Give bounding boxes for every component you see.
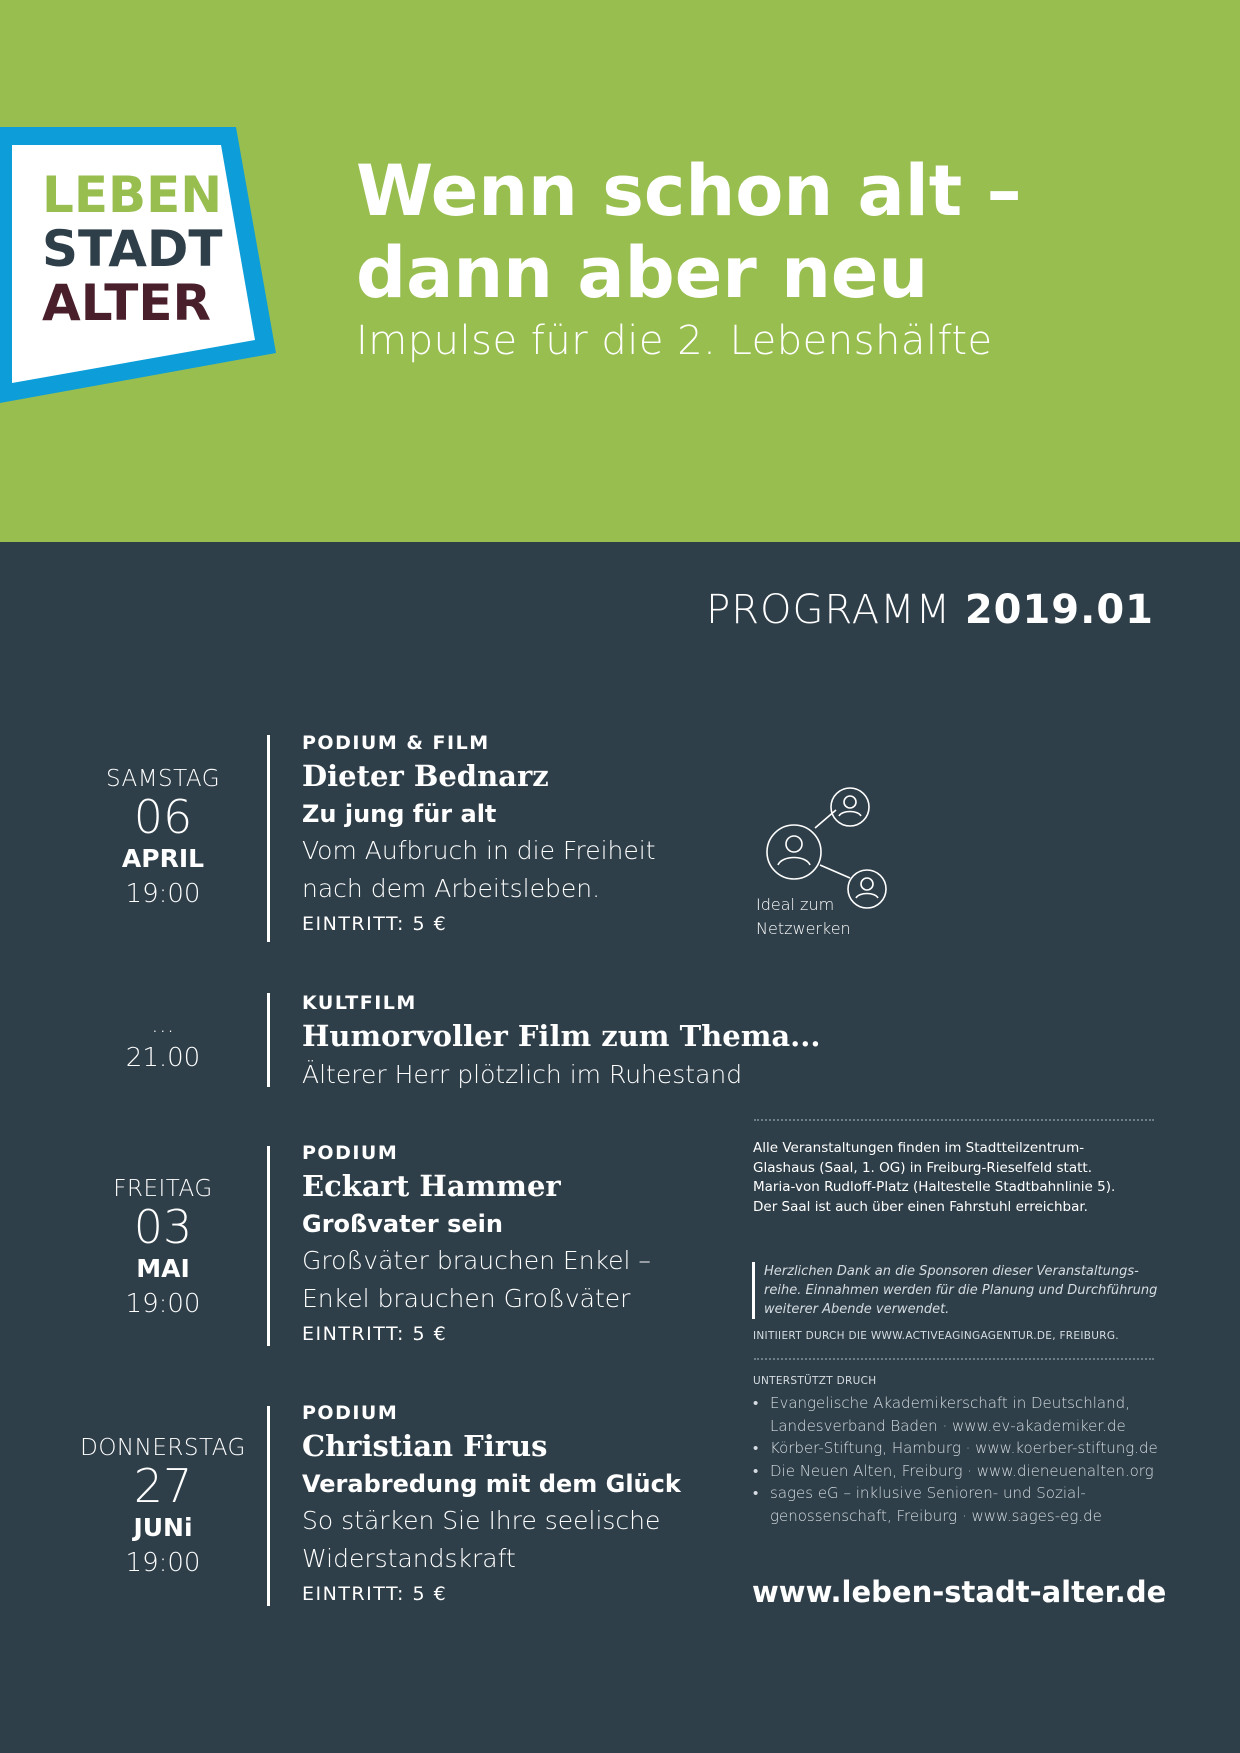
bullet: • (753, 1484, 759, 1502)
programm-heading (706, 587, 1154, 633)
event-speaker: Eckart Hammer (302, 1169, 561, 1203)
sponsor-line1: sages eG – inklusive Senioren- und Sozial- (770, 1484, 1086, 1502)
event-entry-fee: EINTRITT: 5 € (302, 913, 448, 935)
event-day-number: 06 (133, 790, 193, 844)
event-divider (267, 993, 270, 1087)
sponsor-item (753, 1460, 1173, 1483)
event-time: 21.00 (125, 1043, 201, 1073)
website-url[interactable]: www.leben-stadt-alter.de (752, 1575, 1167, 1609)
event-speaker: Humorvoller Film zum Thema... (302, 1019, 821, 1053)
event-description-line1: Älterer Herr plötzlich im Ruhestand (302, 1060, 743, 1089)
event-day-number: 27 (133, 1459, 193, 1513)
bullet: • (753, 1439, 759, 1457)
event-month: APRIL (121, 844, 205, 873)
event-weekday: ... (151, 1012, 175, 1038)
venue-line3: Maria-von Rudloff-Platz (Haltestelle Stadtbahnlinie 5). (753, 1179, 1116, 1195)
event-weekday: SAMSTAG (105, 766, 221, 792)
event-info (302, 1140, 762, 1350)
sponsor-item (753, 1437, 1173, 1460)
event-time: 19:00 (125, 1289, 201, 1319)
event-divider (267, 735, 270, 942)
network-label-line1: Ideal zum (756, 895, 835, 914)
programm-label: PROGRAMM (706, 587, 952, 633)
event-description-line2: Widerstandskraft (302, 1544, 516, 1573)
event-info (302, 730, 762, 940)
event-date (58, 1435, 268, 1581)
event-weekday: FREITAG (113, 1176, 213, 1202)
event-entry-fee: EINTRITT: 5 € (302, 1583, 448, 1605)
event-description-line1: Großväter brauchen Enkel – (302, 1246, 651, 1275)
event-title: Verabredung mit dem Glück (302, 1470, 681, 1498)
logo-line-alter: ALTER (42, 274, 212, 332)
event-description-line1: So stärken Sie Ihre seelische (302, 1506, 661, 1535)
event-day-number: 03 (133, 1200, 193, 1254)
hero-title-line1: Wenn schon alt – (356, 150, 1022, 232)
hero-title (356, 150, 1022, 314)
sponsor-line2: genossenschaft, Freiburg · www.sages-eg.de (770, 1506, 1102, 1525)
initiated-by: INITIIERT DURCH DIE WWW.ACTIVEAGINGAGENTUR.DE, FREIBURG. (753, 1330, 1119, 1342)
event-title: Großvater sein (302, 1210, 503, 1238)
event-speaker: Dieter Bednarz (302, 759, 549, 793)
event-title: Zu jung für alt (302, 800, 497, 828)
hero-banner (0, 0, 1240, 542)
network-label (756, 893, 851, 941)
sponsor-thanks (752, 1262, 1164, 1319)
event-month: JUNi (133, 1513, 193, 1542)
hero-subtitle: Impulse für die 2. Lebenshälfte (356, 318, 993, 364)
event-category: KULTFILM (302, 992, 417, 1014)
sponsor-line1: Die Neuen Alten, Freiburg · www.dieneuenalten.org (770, 1461, 1154, 1480)
event-category: PODIUM & FILM (302, 732, 490, 754)
sponsor-item (753, 1482, 1173, 1527)
sponsor-line1: Körber-Stiftung, Hamburg · www.koerber-stiftung.de (770, 1439, 1158, 1457)
event-info (302, 1400, 762, 1610)
venue-info (753, 1139, 1173, 1217)
sponsor-list (753, 1392, 1173, 1527)
event-time: 19:00 (125, 879, 201, 909)
supported-heading: UNTERSTÜTZT DRUCH (753, 1375, 877, 1387)
event-time: 19:00 (125, 1548, 201, 1578)
logo-line-leben: LEBEN (42, 166, 223, 224)
venue-line4: Der Saal ist auch über einen Fahrstuhl erreichbar. (753, 1198, 1088, 1215)
network-label-line2: Netzwerken (756, 919, 851, 938)
venue-line1: Alle Veranstaltungen finden im Stadtteilzentrum- (753, 1140, 1085, 1156)
logo-line-stadt: STADT (42, 220, 223, 278)
event-category: PODIUM (302, 1142, 399, 1164)
event-entry-fee: EINTRITT: 5 € (302, 1323, 448, 1345)
event-date (58, 1012, 268, 1076)
programm-number: 2019.01 (964, 587, 1154, 633)
bullet: • (753, 1394, 759, 1412)
divider-dotted (754, 1358, 1154, 1360)
event-date (58, 1176, 268, 1322)
event-description-line2: Enkel brauchen Großväter (302, 1284, 631, 1313)
event-category: PODIUM (302, 1402, 399, 1424)
thanks-line1: Herzlichen Dank an die Sponsoren dieser Veranstaltungs- (764, 1264, 1139, 1279)
bullet: • (753, 1461, 759, 1480)
hero-title-line2: dann aber neu (356, 232, 929, 314)
event-divider (267, 1146, 270, 1346)
event-date (58, 766, 268, 912)
event-divider (267, 1406, 270, 1606)
event-info (302, 990, 822, 1094)
event-speaker: Christian Firus (302, 1429, 548, 1463)
thanks-line3: weiterer Abende verwendet. (764, 1302, 950, 1317)
event-description-line1: Vom Aufbruch in die Freiheit (302, 836, 656, 865)
event-description-line2: nach dem Arbeitsleben. (302, 874, 601, 903)
event-weekday: DONNERSTAG (80, 1435, 246, 1461)
sponsor-line2: Landesverband Baden · www.ev-akademiker.de (770, 1416, 1126, 1435)
sponsor-item (753, 1392, 1173, 1437)
logo-wordmark (42, 168, 223, 330)
thanks-line2: reihe. Einnahmen werden für die Planung und Durchführung (764, 1283, 1158, 1298)
event-month: MAI (136, 1254, 190, 1283)
venue-line2: Glashaus (Saal, 1. OG) in Freiburg-Rieselfeld statt. (753, 1159, 1093, 1176)
divider-dotted (754, 1119, 1154, 1121)
sponsor-line1: Evangelische Akademikerschaft in Deutschland, (770, 1394, 1130, 1412)
